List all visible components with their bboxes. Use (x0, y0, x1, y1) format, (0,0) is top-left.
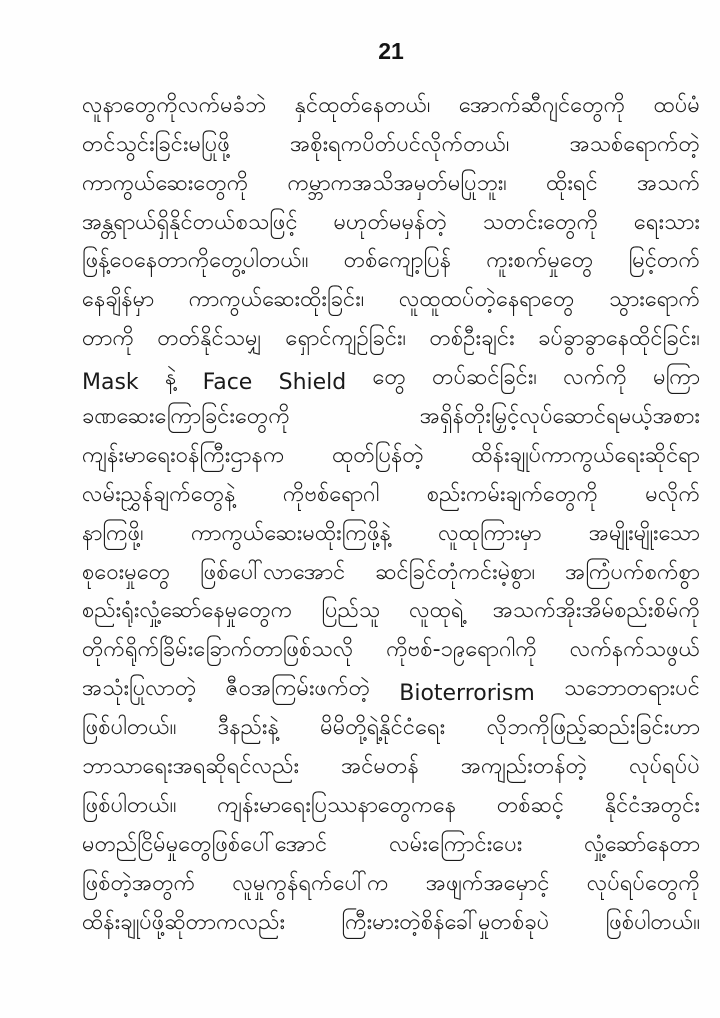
text-line: Mask နဲ့ Face Shield တွေ တပ်ဆင်ခြင်း၊ လက်ကို မကြာ (82, 365, 700, 396)
text-line: ဖြစ်ပါတယ်။ ကျန်းမာရေးပြဿနာတွေကနေ တစ်ဆင့် နိုင်ငံအတွင်း (82, 792, 700, 818)
text-line: အသုံးပြုလာတဲ့ ဇီဝအကြမ်းဖက်တဲ့ Bioterrorism သဘောတရားပင် (82, 676, 700, 707)
text-line: လမ်းညွှန်ချက်တွေနဲ့ ကိုဗစ်ရောဂါ စည်းကမ်းချက်တွေကို မလိုက် (82, 481, 700, 507)
text-line: အန္တရာယ်ရှိနိုင်တယ်စသဖြင့် မဟုတ်မမှန်တဲ့ သတင်းတွေကို ရေးသား (82, 209, 700, 235)
text-line: လူနာတွေကိုလက်မခံဘဲ နှင်ထုတ်နေတယ်၊ အောက်ဆီဂျင်တွေကို ထပ်မံ (82, 92, 700, 118)
text-line: စည်းရုံးလှုံ့ဆော်နေမှုတွေက ပြည်သူ လူထုရဲ့ အသက်အိုးအိမ်စည်းစိမ်ကို (82, 598, 700, 624)
text-line: ဖြန့်ဝေနေတာကိုတွေ့ပါတယ်။ တစ်ကျော့ပြန် ကူးစက်မှုတွေ မြင့်တက် (82, 248, 700, 274)
text-line: ခဏဆေးကြောခြင်းတွေကို အရှိန်တိုးမြှင့်လုပ်ဆောင်ရမယ့်အစား (82, 404, 700, 430)
text-line: ကာကွယ်ဆေးတွေကို ကမ္ဘာကအသိအမှတ်မပြုဘူး၊ ထိုးရင် အသက် (82, 170, 700, 196)
text-line: ဖြစ်တဲ့အတွက် လူမှုကွန်ရက်ပေါ်က အဖျက်အမှောင့် လုပ်ရပ်တွေကို (82, 870, 700, 896)
page-number: 21 (378, 38, 404, 64)
text-line: ထိန်းချုပ်ဖို့ဆိုတာကလည်း ကြီးမားတဲ့စိန်ခေါ်မှုတစ်ခုပဲ ဖြစ်ပါတယ်။ (82, 909, 700, 935)
text-line: ဖြစ်ပါတယ်။ ဒီနည်းနဲ့ မိမိတို့ရဲ့နိုင်ငံရေး လိုဘကိုဖြည့်ဆည်းခြင်းဟာ (82, 715, 700, 741)
text-line: ကျန်းမာရေးဝန်ကြီးဌာနက ထုတ်ပြန်တဲ့ ထိန်းချုပ်ကာကွယ်ရေးဆိုင်ရာ (82, 442, 700, 468)
text-line: စုဝေးမှုတွေ ဖြစ်ပေါ်လာအောင် ဆင်ခြင်တုံကင်းမဲ့စွာ၊ အကြံပက်စက်စွာ (82, 559, 700, 585)
text-line: နာကြဖို့၊ ကာကွယ်ဆေးမထိုးကြဖို့နဲ့ လူထုကြားမှာ အမျိုးမျိုးသော (82, 520, 700, 546)
text-line: ဘာသာရေးအရဆိုရင်လည်း အင်မတန် အကျည်းတန်တဲ့ လုပ်ရပ်ပဲ (82, 754, 700, 780)
text-line: တင်သွင်းခြင်းမပြုဖို့ အစိုးရကပိတ်ပင်လိုက်တယ်၊ အသစ်ရောက်တဲ့ (82, 131, 700, 157)
text-line: နေချိန်မှာ ကာကွယ်ဆေးထိုးခြင်း၊ လူထူထပ်တဲ့နေရာတွေ သွားရောက် (82, 287, 700, 313)
text-line: မတည်ငြိမ်မှုတွေဖြစ်ပေါ်အောင် လမ်းကြောင်းပေး လှုံ့ဆော်နေတာ (82, 831, 700, 857)
text-line: တာကို တတ်နိုင်သမျှ ရှောင်ကျဉ်ခြင်း၊ တစ်ဦးချင်း ခပ်ခွာခွာနေထိုင်ခြင်း၊ (82, 326, 700, 352)
text-line: တိုက်ရိုက်ခြိမ်းခြောက်တာဖြစ်သလို ကိုဗစ်-၁၉ရောဂါကို လက်နက်သဖွယ် (82, 637, 700, 663)
body-text (82, 84, 700, 940)
